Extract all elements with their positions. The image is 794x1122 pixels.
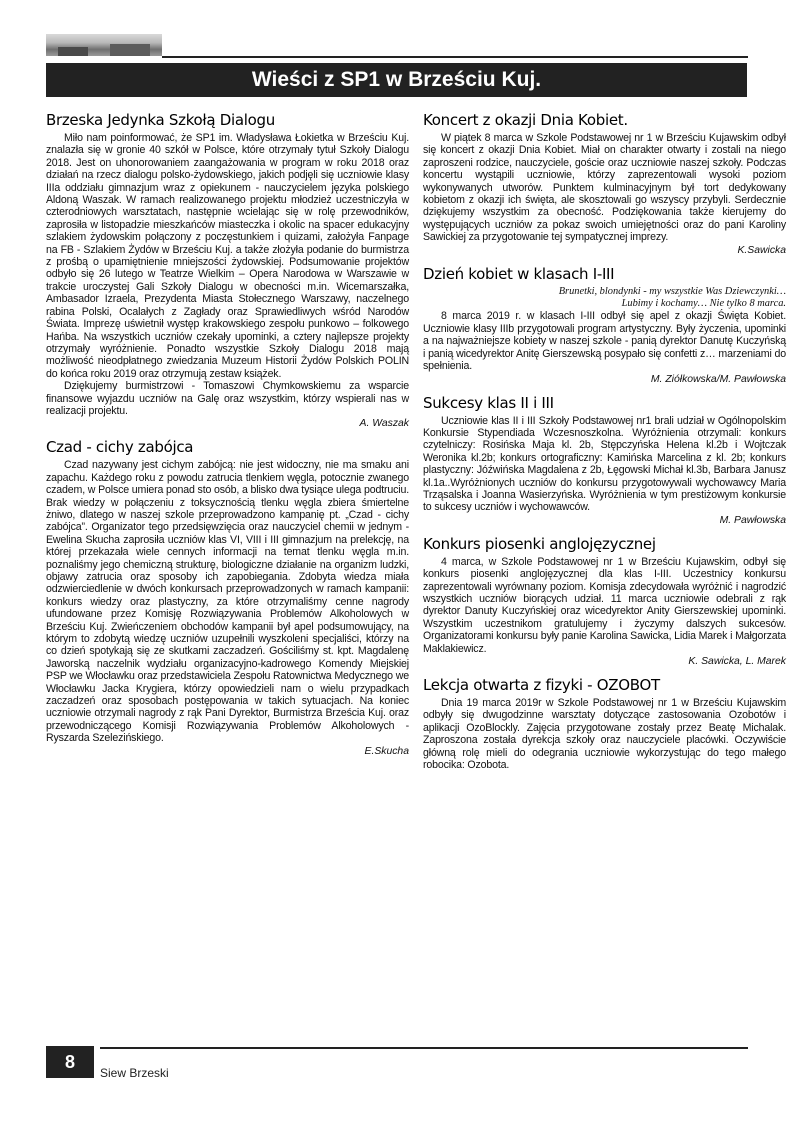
article-signature: K.Sawicka — [737, 244, 786, 256]
article-czad — [46, 438, 409, 756]
article-paragraph: W piątek 8 marca w Szkole Podstawowej nr 1 w Brześciu Kujawskim odbył się koncert z okazji Dnia Kobiet. Miał on charakter otwarty i zostali na niego zaproszeni rodzice, nauczyciele, goście oraz uczniowie naszej szkoły. Podczas koncertu wystąpili uczniowie, którzy zaprezentowali wysoki poziom wykonywanych utworów. Punktem kulminacyjnym był tort dedykowany kobietom z okazji ich święta, ale skosztowali go wszyscy przybyli. Serdecznie dziękujemy wszystkim za obecność. Podziękowania także kierujemy do występujących uczniów za pokaz swoich umiejętności oraz do pani Karoliny Sawickiej za przygotowanie tej sympatycznej imprezy. — [423, 132, 786, 244]
article-konkurs-piosenki — [423, 535, 786, 667]
article-koncert — [423, 111, 786, 256]
publication-name: Siew Brzeski — [100, 1066, 169, 1080]
article-quote: Lubimy i kochamy… Nie tylko 8 marca. — [621, 298, 786, 310]
article-signature: M. Pawłowska — [719, 514, 786, 526]
article-signature: M. Ziółkowska/M. Pawłowska — [650, 373, 786, 385]
article-signature: K. Sawicka, L. Marek — [688, 656, 786, 667]
article-signature: A. Waszak — [359, 418, 409, 430]
article-paragraph: Czad nazywany jest cichym zabójcą: nie jest widoczny, nie ma smaku ani zapachu. Każdego roku z powodu zatrucia tlenkiem węgla, potocznie zwanego czadem, w Polsce umiera ponad sto osób, a blisko dwa tysiące ulega podtruciu. Brak wiedzy w połączeniu z toksycznością tlenku węgla zbiera śmiertelne żniwo, dlatego w naszej szkole przeprowadzono kampanię pt. „Czad - cichy zabójca”. Organizator tego przedsięwzięcia oraz nauczyciel chemii w jednym - Ewelina Skucha zaprosiła uczniów klas VI, VIII i III gimnazjum na prelekcję, na której przekazała wiele cennych informacji na temat tlenku węgla m.in. poznaliśmy jego chemiczną strukturę, biologiczne działanie na organizm ludzki, objawy zatrucia oraz sposoby ich zapobiegania. Zdobyta wiedza miała odzwierciedlenie w dwóch konkursach przeprowadzonych w ramach kampanii: konkurs wiedzy oraz plastyczny, za które otrzymaliśmy cenne nagrody ufundowane przez Komisję Rozwiązywania Problemów Alkoholowych w Brześciu Kuj. Zwieńczeniem obchodów kampanii był apel podsumowujący, na którym to zdobytą wiedzę uczniów uzupełnili wyszkoleni specjaliści, którzy na co dzień spotykają się ze skutkami zaczadzeń. Gościliśmy st. kpt. Magdalenę Jaworską naczelnik wydziału organizacyjno-kadrowego Komendy Miejskiej PSP we Włocławku oraz przedstawiciela Zespołu Ratownictwa Medycznego we Włocławku Jacka Krygiera, którzy opowiedzieli nam o wielu przypadkach zaczadzeń oraz sposobach postępowania w takich sytuacjach. Na koniec uczniowie otrzymali nagrody z rąk Pani Dyrektor, Burmistrza Brześcia Kuj. oraz przewodniczącego Komisji Rozwiązywania Problemów Alkoholowych - Ryszarda Szelezińskiego. — [46, 459, 409, 745]
header-photo-strip — [46, 34, 162, 56]
article-heading: Brzeska Jedynka Szkołą Dialogu — [46, 111, 275, 129]
article-quote: Brunetki, blondynki - my wszystkie Was Dziewczynki… — [558, 285, 786, 297]
header-rule — [162, 56, 748, 58]
article-heading: Konkurs piosenki anglojęzycznej — [423, 534, 656, 553]
right-column — [423, 111, 786, 780]
article-heading: Sukcesy klas II i III — [423, 393, 554, 412]
article-heading: Dzień kobiet w klasach I-III — [423, 264, 615, 283]
section-banner — [46, 63, 747, 97]
article-paragraph: Dnia 19 marca 2019r w Szkole Podstawowej nr 1 w Brześciu Kujawskim odbyły się dwugodzinne warsztaty dotyczące zastosowania Ozobotów i aplikacji OzoBlockly. Zajęcia przygotowane zostały przez Beatę Michalak. Zaproszona została dyrekcja szkoły oraz nauczyciele placówki. Oczywiście główną rolę mieli do odegrania uczniowie wykorzystując do tego małego robocika: Ozobota. — [423, 697, 786, 772]
article-heading: Koncert z okazji Dnia Kobiet. — [423, 111, 628, 129]
article-paragraph: 8 marca 2019 r. w klasach I-III odbył się apel z okazji Święta Kobiet. Uczniowie klasy IIIb przygotowali program artystyczny. Były życzenia, upominki a na najważniejsze kobiety w naszej szkole - panią dyrektor Danutę Kuczyńską i panią wicedyrektor Anitę Gierszewską posypało się confetti z… marzeniami do spełnienia. — [423, 310, 786, 373]
article-heading: Czad - cichy zabójca — [46, 438, 194, 457]
article-szkola-dialogu — [46, 111, 409, 429]
footer-rule — [100, 1047, 748, 1049]
article-paragraph: 4 marca, w Szkole Podstawowej nr 1 w Brześciu Kujawskim, odbył się konkurs piosenki anglojęzycznej dla klas I-III. Uczestnicy konkursu zaprezentowali wyrównany poziom. Komisja zdecydowała wyróżnić i nagrodzić wszystkich uczniów biorących udział. 11 marca uczniowie odebrali z rąk dyrektor Danuty Kuczyńskiej oraz wicedyrektor Anity Gierszewskiej upominki. Wszystkim uczestnikom gratulujemy i życzymy dalszych sukcesów. Organizatorami konkursu były panie Karolina Sawicka, Lidia Marek i Małgorzata Maklakiewicz. — [423, 555, 786, 655]
page-number: 8 — [64, 1051, 75, 1072]
article-signature: E.Skucha — [364, 745, 409, 757]
article-ozobot — [423, 676, 786, 771]
left-column — [46, 111, 409, 766]
article-sukcesy — [423, 394, 786, 526]
article-dzien-kobiet — [423, 265, 786, 385]
article-paragraph: Dziękujemy burmistrzowi - Tomaszowi Chymkowskiemu za wsparcie finansowe wyjazdu uczniów na Galę oraz wszystkim, którzy wspierali nas w realizacji projektu. — [46, 380, 409, 417]
article-paragraph: Uczniowie klas II i III Szkoły Podstawowej nr1 brali udział w Ogólnopolskim Konkursie Stypendiada Wczesnoszkolna. Wyróżnienia otrzymali: konkurs czytelniczy: Rosińska Maja kl. 2b, Stępczyńska Helena kl.2b i Wojtczak Weronika kl.2b; konkurs ortograficzny: Kamińska Marcelina z kl. 2b; konkurs plastyczny: Jóźwińska Magdalena z 2b, Łęgowski Michał kl.3b, Barbara Janusz kl.1a..Wyróżnionych uczniów do konkursu przygotowywali wychowawcy Maria Trząsalska i Joanna Wasierzyńska. Wyróżnienia w tym prestiżowym konkursie to sukcesy uczniów i wychowawców. — [423, 414, 786, 514]
article-heading: Lekcja otwarta z fizyki - OZOBOT — [423, 676, 660, 694]
page-number-box — [46, 1046, 94, 1078]
banner-title: Wieści z SP1 w Brześciu Kuj. — [251, 68, 542, 91]
article-paragraph: Miło nam poinformować, że SP1 im. Władysława Łokietka w Brześciu Kuj. znalazła się w gronie 40 szkół w Polsce, które otrzymały tytuł Szkoły Dialogu 2018. Jest on uhonorowaniem zaangażowania w program w roku 2018 oraz działań na rzecz dialogu polsko-żydowskiego, jakich podjęli się uczniowie klasy IIIa oddziału gimnazjum wraz z opiekunem - nauczycielem języka polskiego Aldoną Waszak. W ramach realizowanego projektu młodzież uczestniczyła w czterodniowych warsztatach, następnie wcielając się w rolę przewodników, zaprosiła w listopadzie mieszkańców miasteczka i okolic na spacer edukacyjny szlakiem żydowskim połączony z poczęstunkiem i quizami, założyła Fanpage na FB - Szlakiem Żydów w Brześciu Kuj. a także złożyła podanie do burmistrza z prośbą o upamiętnienie mniejszości żydowskiej. Podsumowanie projektów odbyło się 26 lutego w Teatrze Wielkim – Opera Narodowa w Warszawie w trakcie uroczystej Gali Szkoły Dialogu w obecności m.in. Wicemarszałka, Ambasador Izraela, Prezydenta Miasta Stołecznego Warszawy, naczelnego rabina Polski, Ocalałych z Zagłady oraz Sprawiedliwych wśród Narodów Świata. Imprezę uświetnił występ krakowskiego zespołu punkowo – folkowego Hańba. Na wszystkich uczniów czekały upominki, a cztery najlepsze projekty otrzymały wyróżnienie. Ponadto wszystkie Szkoły Dialogu 2018 mają możliwość nieodpłatnego zwiedzania Muzeum Historii Żydów Polskich POLIN do końca roku 2019 oraz otrzymują zestaw książek. — [46, 132, 409, 380]
